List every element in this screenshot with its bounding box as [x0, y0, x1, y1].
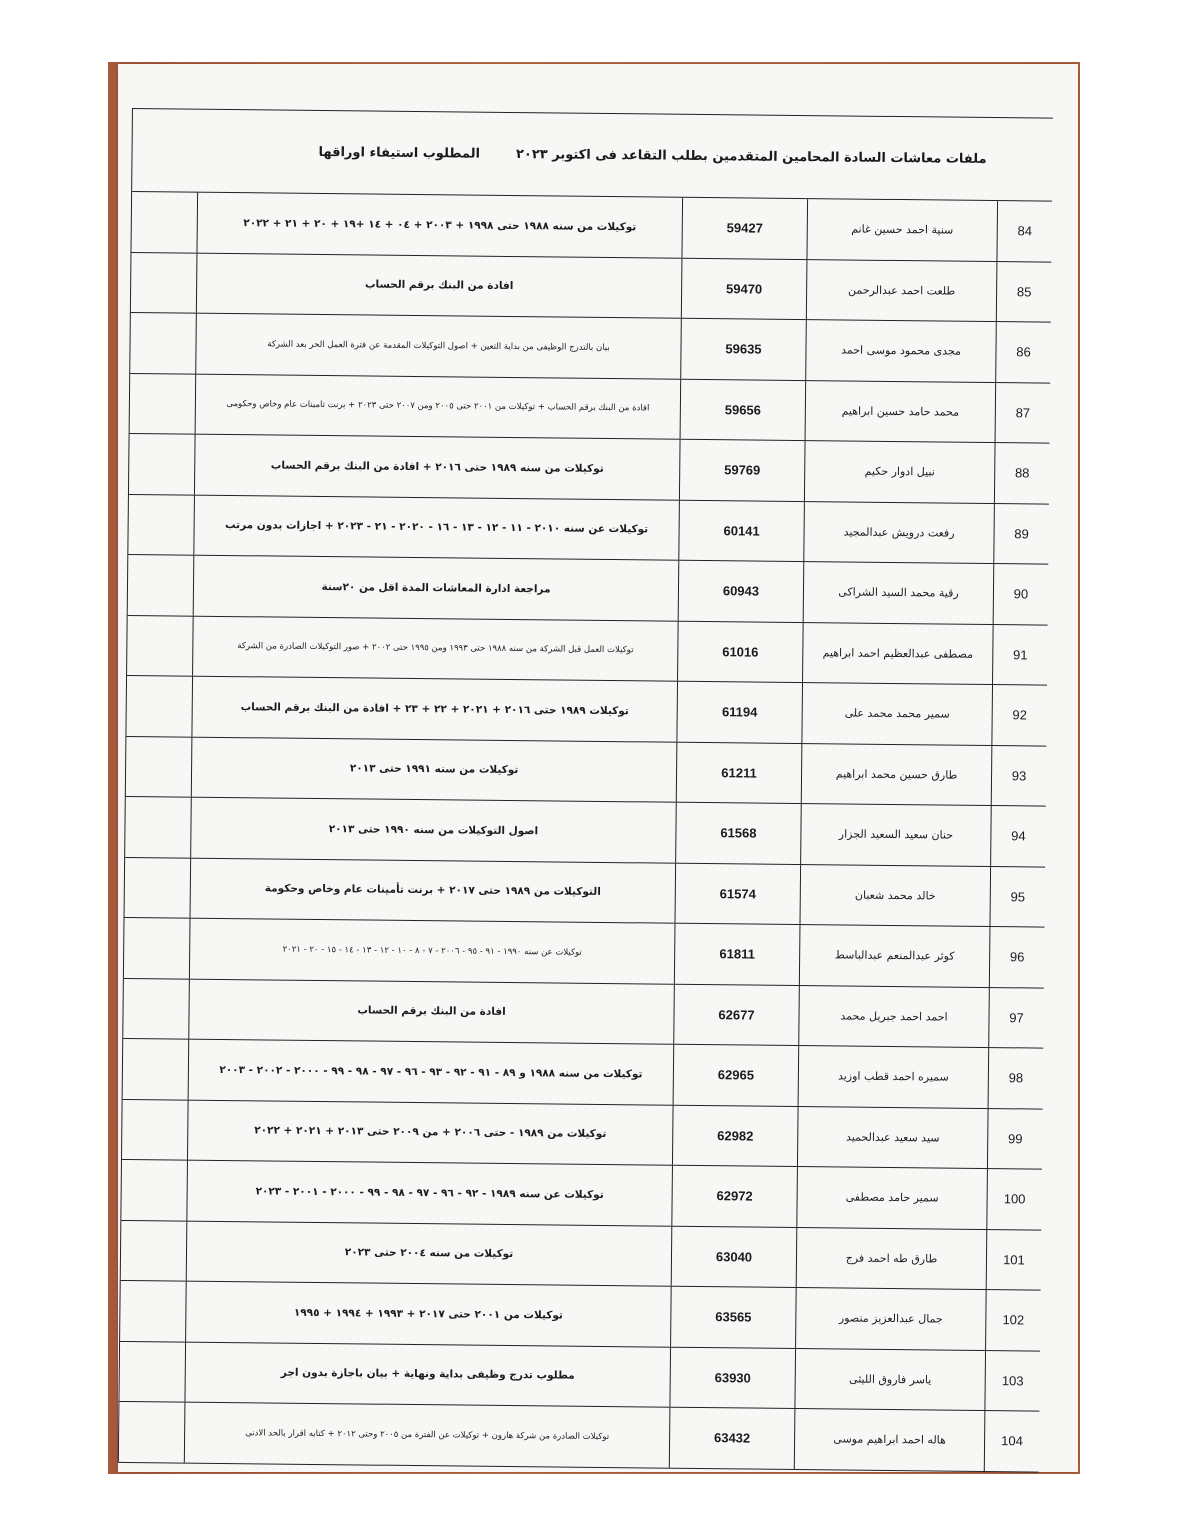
- table-row: [126, 676, 1047, 746]
- row-number: 89: [993, 504, 1049, 564]
- lawyer-name: رقية محمد السيد الشراكى: [803, 562, 994, 623]
- file-code: 61194: [676, 682, 802, 743]
- lawyer-name: كوثر عبدالمنعم عبدالباسط: [799, 925, 990, 986]
- required-documents: افادة من البنك برقم الحساب: [196, 253, 682, 318]
- required-documents: توكيلات من ١٩٨٩ - حتى ٢٠٠٦ + من ٢٠٠٩ حتى ٢٠١٣ + ٢٠٢١ + ٢٠٢٢: [187, 1100, 673, 1165]
- file-code: 60141: [678, 500, 804, 561]
- table-row: [124, 918, 1045, 988]
- table-row: [119, 1341, 1040, 1411]
- file-code: 61811: [674, 924, 800, 985]
- lawyer-name: محمد حامد حسين ابراهيم: [805, 381, 996, 442]
- lawyer-name: ياسر فاروق الليثى: [794, 1349, 985, 1410]
- file-code: 61211: [676, 742, 802, 803]
- table-row: [130, 373, 1051, 443]
- required-documents: توكيلات عن سنه ١٩٩٠ - ٩١ - ٩٥ - ٢٠٠٦ - ٧ - ٨ - ١٠ - ١٢ - ١٣ - ١٤ - ١٥ - ٢٠ - ٢٠٢١: [189, 919, 675, 984]
- required-documents: توكيلات من سنه ١٩٩١ حتى ٢٠١٣: [191, 737, 677, 802]
- lawyer-name: خالد محمد شعبان: [799, 865, 990, 926]
- file-code: 61574: [674, 863, 800, 924]
- lawyer-name: احمد احمد جبريل محمد: [798, 986, 989, 1047]
- required-documents: افادة من البنك برقم الحساب: [188, 979, 674, 1044]
- required-documents: توكيلات عن سنه ٢٠١٠ - ١١ - ١٢ - ١٣ - ١٦ - ٢٠٢٠ - ٢١ - ٢٠٢٣ + اجازات بدون مرتب: [193, 495, 679, 560]
- lawyer-name: سنية احمد حسين غانم: [806, 199, 997, 260]
- required-documents: توكيلات من سنه ٢٠٠٤ حتى ٢٠٢٣: [186, 1221, 672, 1286]
- required-documents: اصول التوكيلات من سنه ١٩٩٠ حتى ٢٠١٣: [190, 798, 676, 863]
- file-code: 61016: [677, 621, 803, 682]
- lawyer-name: طارق حسين محمد ابراهيم: [801, 744, 992, 805]
- table-row: [119, 1402, 1040, 1472]
- document-subtitle: المطلوب استيفاء اوراقها: [318, 144, 481, 162]
- table-row: [127, 615, 1048, 685]
- file-code: 63565: [670, 1287, 796, 1348]
- table-row: [126, 736, 1047, 806]
- required-documents: توكيلات من سنه ١٩٨٩ حتى ٢٠١٦ + افادة من البنك برقم الحساب: [194, 435, 680, 500]
- lawyer-name: نبيل ادوار حكيم: [804, 441, 995, 502]
- required-documents: توكيلات الصادرة من شركة هارون + توكيلات عن الفترة من ٢٠٠٥ وحتى ٢٠١٢ + كتابه اقرار بالحد الادنى: [184, 1403, 670, 1468]
- row-number: 94: [990, 806, 1046, 866]
- required-documents: توكيلات عن سنه ١٩٨٩ - ٩٢ - ٩٦ - ٩٧ - ٩٨ - ٩٩ - ٢٠٠٠ - ٢٠٠١ - ٢٠٢٣: [186, 1161, 672, 1226]
- table-row: [131, 192, 1052, 262]
- pension-files-table: [118, 108, 1053, 1472]
- required-documents: افادة من البنك برقم الحساب + توكيلات من ٢٠٠١ حتى ٢٠٠٥ ومن ٢٠٠٧ حتى ٢٠٢٣ + برنت تامينات عام وخاص وحكومى: [195, 374, 681, 439]
- table-row: [121, 1160, 1042, 1230]
- file-code: 61568: [675, 803, 801, 864]
- required-documents: توكيلات من سنه ١٩٨٨ حتى ١٩٩٨ + ٢٠٠٣ + ٠٤ + ١٤ +١٩ + ٢٠ + ٢١ + ٢٠٢٢: [196, 193, 682, 258]
- row-number: 96: [989, 927, 1045, 987]
- lawyer-name: طلعت احمد عبدالرحمن: [806, 260, 997, 321]
- table-row: [125, 797, 1046, 867]
- lawyer-name: رفعت درويش عبدالمجيد: [803, 502, 994, 563]
- file-code: 63432: [669, 1408, 795, 1469]
- row-number: 90: [993, 564, 1049, 624]
- row-number: 97: [988, 988, 1044, 1048]
- file-code: 59427: [681, 198, 807, 259]
- table-row: [123, 1039, 1044, 1109]
- table-row: [128, 555, 1049, 625]
- table-row: [128, 494, 1049, 564]
- row-number: 93: [991, 746, 1047, 806]
- lawyer-name: سمير حامد مصطفى: [796, 1167, 987, 1228]
- lawyer-name: طارق طه احمد فرج: [796, 1228, 987, 1289]
- row-number: 103: [984, 1351, 1040, 1411]
- lawyer-name: مجدى محمود موسى احمد: [805, 320, 996, 381]
- file-code: 59470: [681, 258, 807, 319]
- row-number: 87: [995, 383, 1051, 443]
- row-number: 100: [986, 1169, 1042, 1229]
- file-code: 59769: [679, 440, 805, 501]
- lawyer-name: سميره احمد قطب اوزيد: [798, 1046, 989, 1107]
- file-code: 62677: [673, 984, 799, 1045]
- row-number: 91: [992, 625, 1048, 685]
- row-number: 92: [991, 685, 1047, 745]
- file-code: 62982: [672, 1105, 798, 1166]
- file-code: 63040: [671, 1226, 797, 1287]
- table-row: [130, 313, 1051, 383]
- table-row: [122, 1099, 1043, 1169]
- table-row: [121, 1220, 1042, 1290]
- lawyer-name: سيد سعيد عبدالحميد: [797, 1107, 988, 1168]
- lawyer-name: هاله احمد ابراهيم موسى: [794, 1409, 985, 1470]
- file-code: 63930: [669, 1347, 795, 1408]
- table-row: [123, 978, 1044, 1048]
- lawyer-name: جمال عبدالعزيز منصور: [795, 1288, 986, 1349]
- required-documents: توكيلات ١٩٨٩ حتى ٢٠١٦ + ٢٠٢١ + ٢٢ + ٢٣ + افادة من البنك برقم الحساب: [191, 677, 677, 742]
- table-row: [129, 434, 1050, 504]
- row-number: 95: [989, 867, 1045, 927]
- table-header: [132, 109, 1053, 202]
- table-body: [119, 192, 1052, 1472]
- row-number: 102: [985, 1290, 1041, 1350]
- required-documents: بيان بالتدرج الوظيفى من بداية التعين + اصول التوكيلات المقدمة عن فترة العمل الحر بعد الشركة: [195, 314, 681, 379]
- required-documents: توكيلات من سنه ١٩٨٨ و ٨٩ - ٩١ - ٩٢ - ٩٣ - ٩٦ - ٩٧ - ٩٨ - ٩٩ - ٢٠٠٠ - ٢٠٠٢ - ٢٠٠٣: [188, 1040, 674, 1105]
- table-row: [120, 1281, 1041, 1351]
- row-number: 88: [994, 443, 1050, 503]
- file-code: 62972: [671, 1166, 797, 1227]
- required-documents: مطلوب تدرج وظيفى بداية ونهاية + بيان باجازة بدون اجر: [184, 1342, 670, 1407]
- file-code: 60943: [678, 561, 804, 622]
- required-documents: توكيلات من ٢٠٠١ حتى ٢٠١٧ + ١٩٩٣ + ١٩٩٤ + ١٩٩٥: [185, 1282, 671, 1347]
- document-page: [118, 64, 1078, 1472]
- row-number: 85: [996, 262, 1052, 322]
- row-number: 104: [984, 1411, 1040, 1471]
- file-code: 59656: [680, 379, 806, 440]
- row-number: 99: [987, 1109, 1043, 1169]
- table-row: [125, 857, 1046, 927]
- required-documents: التوكيلات من ١٩٨٩ حتى ٢٠١٧ + برنت تأمينات عام وخاص وحكومة: [190, 858, 676, 923]
- file-code: 62965: [673, 1045, 799, 1106]
- lawyer-name: مصطفى عبدالعظيم احمد ابراهيم: [802, 623, 993, 684]
- file-code: 59635: [680, 319, 806, 380]
- lawyer-name: حنان سعيد السعيد الجزار: [800, 804, 991, 865]
- row-number: 101: [986, 1230, 1042, 1290]
- table-row: [131, 253, 1052, 323]
- required-documents: توكيلات العمل قبل الشركة من سنه ١٩٨٨ حتى ١٩٩٣ ومن ١٩٩٥ حتى ٢٠٠٢ + صور التوكيلات الصادرة من الشركة: [192, 616, 678, 681]
- lawyer-name: سمير محمد محمد على: [801, 683, 992, 744]
- document-title: ملفات معاشات السادة المحامين المتقدمين بطلب التقاعد فى اكتوبر ٢٠٢٣: [515, 146, 987, 167]
- row-number: 98: [988, 1048, 1044, 1108]
- required-documents: مراجعة ادارة المعاشات المدة اقل من ٢٠سنة: [193, 556, 679, 621]
- row-number: 86: [995, 322, 1051, 382]
- row-number: 84: [996, 201, 1052, 261]
